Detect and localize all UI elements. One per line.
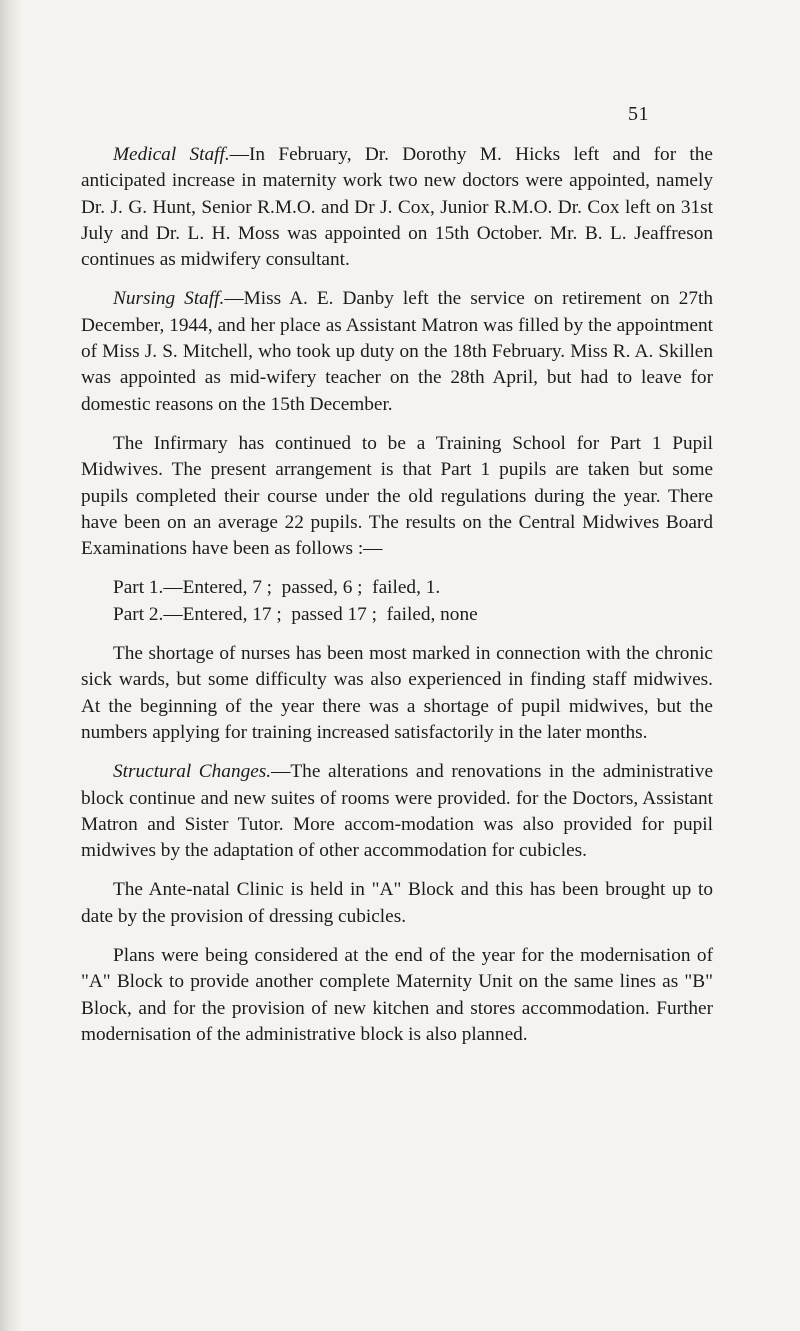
- exam-result-part-2: Part 2.—Entered, 17 ; passed 17 ; failed, none: [113, 603, 478, 625]
- exam-result-part-1: Part 1.—Entered, 7 ; passed, 6 ; failed, 1.: [113, 577, 441, 599]
- paragraph-plans: Plans were being considered at the end of the year for the modernisation of "A" Block to provide another complete Maternity Unit on the same lines as "B" Block, and for the provision of new kitchen and stores accommodation. Further modernisation of the administrative block is also planned.: [81, 945, 713, 1045]
- heading-nursing-staff: Nursing Staff.: [113, 288, 225, 310]
- paragraph-nursing-staff: [81, 286, 713, 417]
- paragraph-structural-changes: [81, 759, 713, 864]
- heading-structural-changes: Structural Changes.: [113, 761, 272, 783]
- text-structural-changes: —The alterations and renovations in the administrative block continue and new suites of rooms were provided. for the Doctors, Assistant Matron and Sister Tutor. More accom-modation was also provided for pupil midwives by the adaptation of other accommodation for cubicles.: [81, 761, 714, 862]
- text-medical-staff: —In February, Dr. Dorothy M. Hicks left and for the anticipated increase in maternity work two new doctors were appointed, namely Dr. J. G. Hunt, Senior R.M.O. and Dr J. Cox, Junior R.M.O. Dr. Cox left on 31st July and Dr. L. H. Moss was appointed on 15th October. Mr. B. L. Jeaffreson continues as midwifery consultant.: [81, 144, 713, 271]
- exam-results: [81, 575, 713, 628]
- paragraph-training-school: The Infirmary has continued to be a Training School for Part 1 Pupil Midwives. The present arrangement is that Part 1 pupils are taken but some pupils completed their course under the old regulations during the year. There have been on an average 22 pupils. The results on the Central Midwives Board Examinations have been as follows :—: [81, 432, 713, 560]
- page-number: 51: [628, 103, 649, 125]
- heading-medical-staff: Medical Staff.: [113, 144, 230, 165]
- document-body: [81, 142, 713, 1061]
- paragraph-shortage: The shortage of nurses has been most marked in connection with the chronic sick wards, but some difficulty was also experienced in finding staff midwives. At the beginning of the year there was a shortage of pupil midwives, but the numbers applying for training increased satisfactorily in the later months.: [81, 643, 713, 743]
- page-edge-shadow: [0, 0, 22, 1331]
- paragraph-medical-staff: [81, 142, 713, 273]
- paragraph-ante-natal: The Ante-natal Clinic is held in "A" Block and this has been brought up to date by the provision of dressing cubicles.: [81, 879, 713, 927]
- text-nursing-staff: —Miss A. E. Danby left the service on retirement on 27th December, 1944, and her place as Assistant Matron was filled by the appointment of Miss J. S. Mitchell, who took up duty on the 18th February. Miss R. A. Skillen was appointed as mid-wifery teacher on the 28th April, but had to leave for domestic reasons on the 15th December.: [81, 288, 714, 415]
